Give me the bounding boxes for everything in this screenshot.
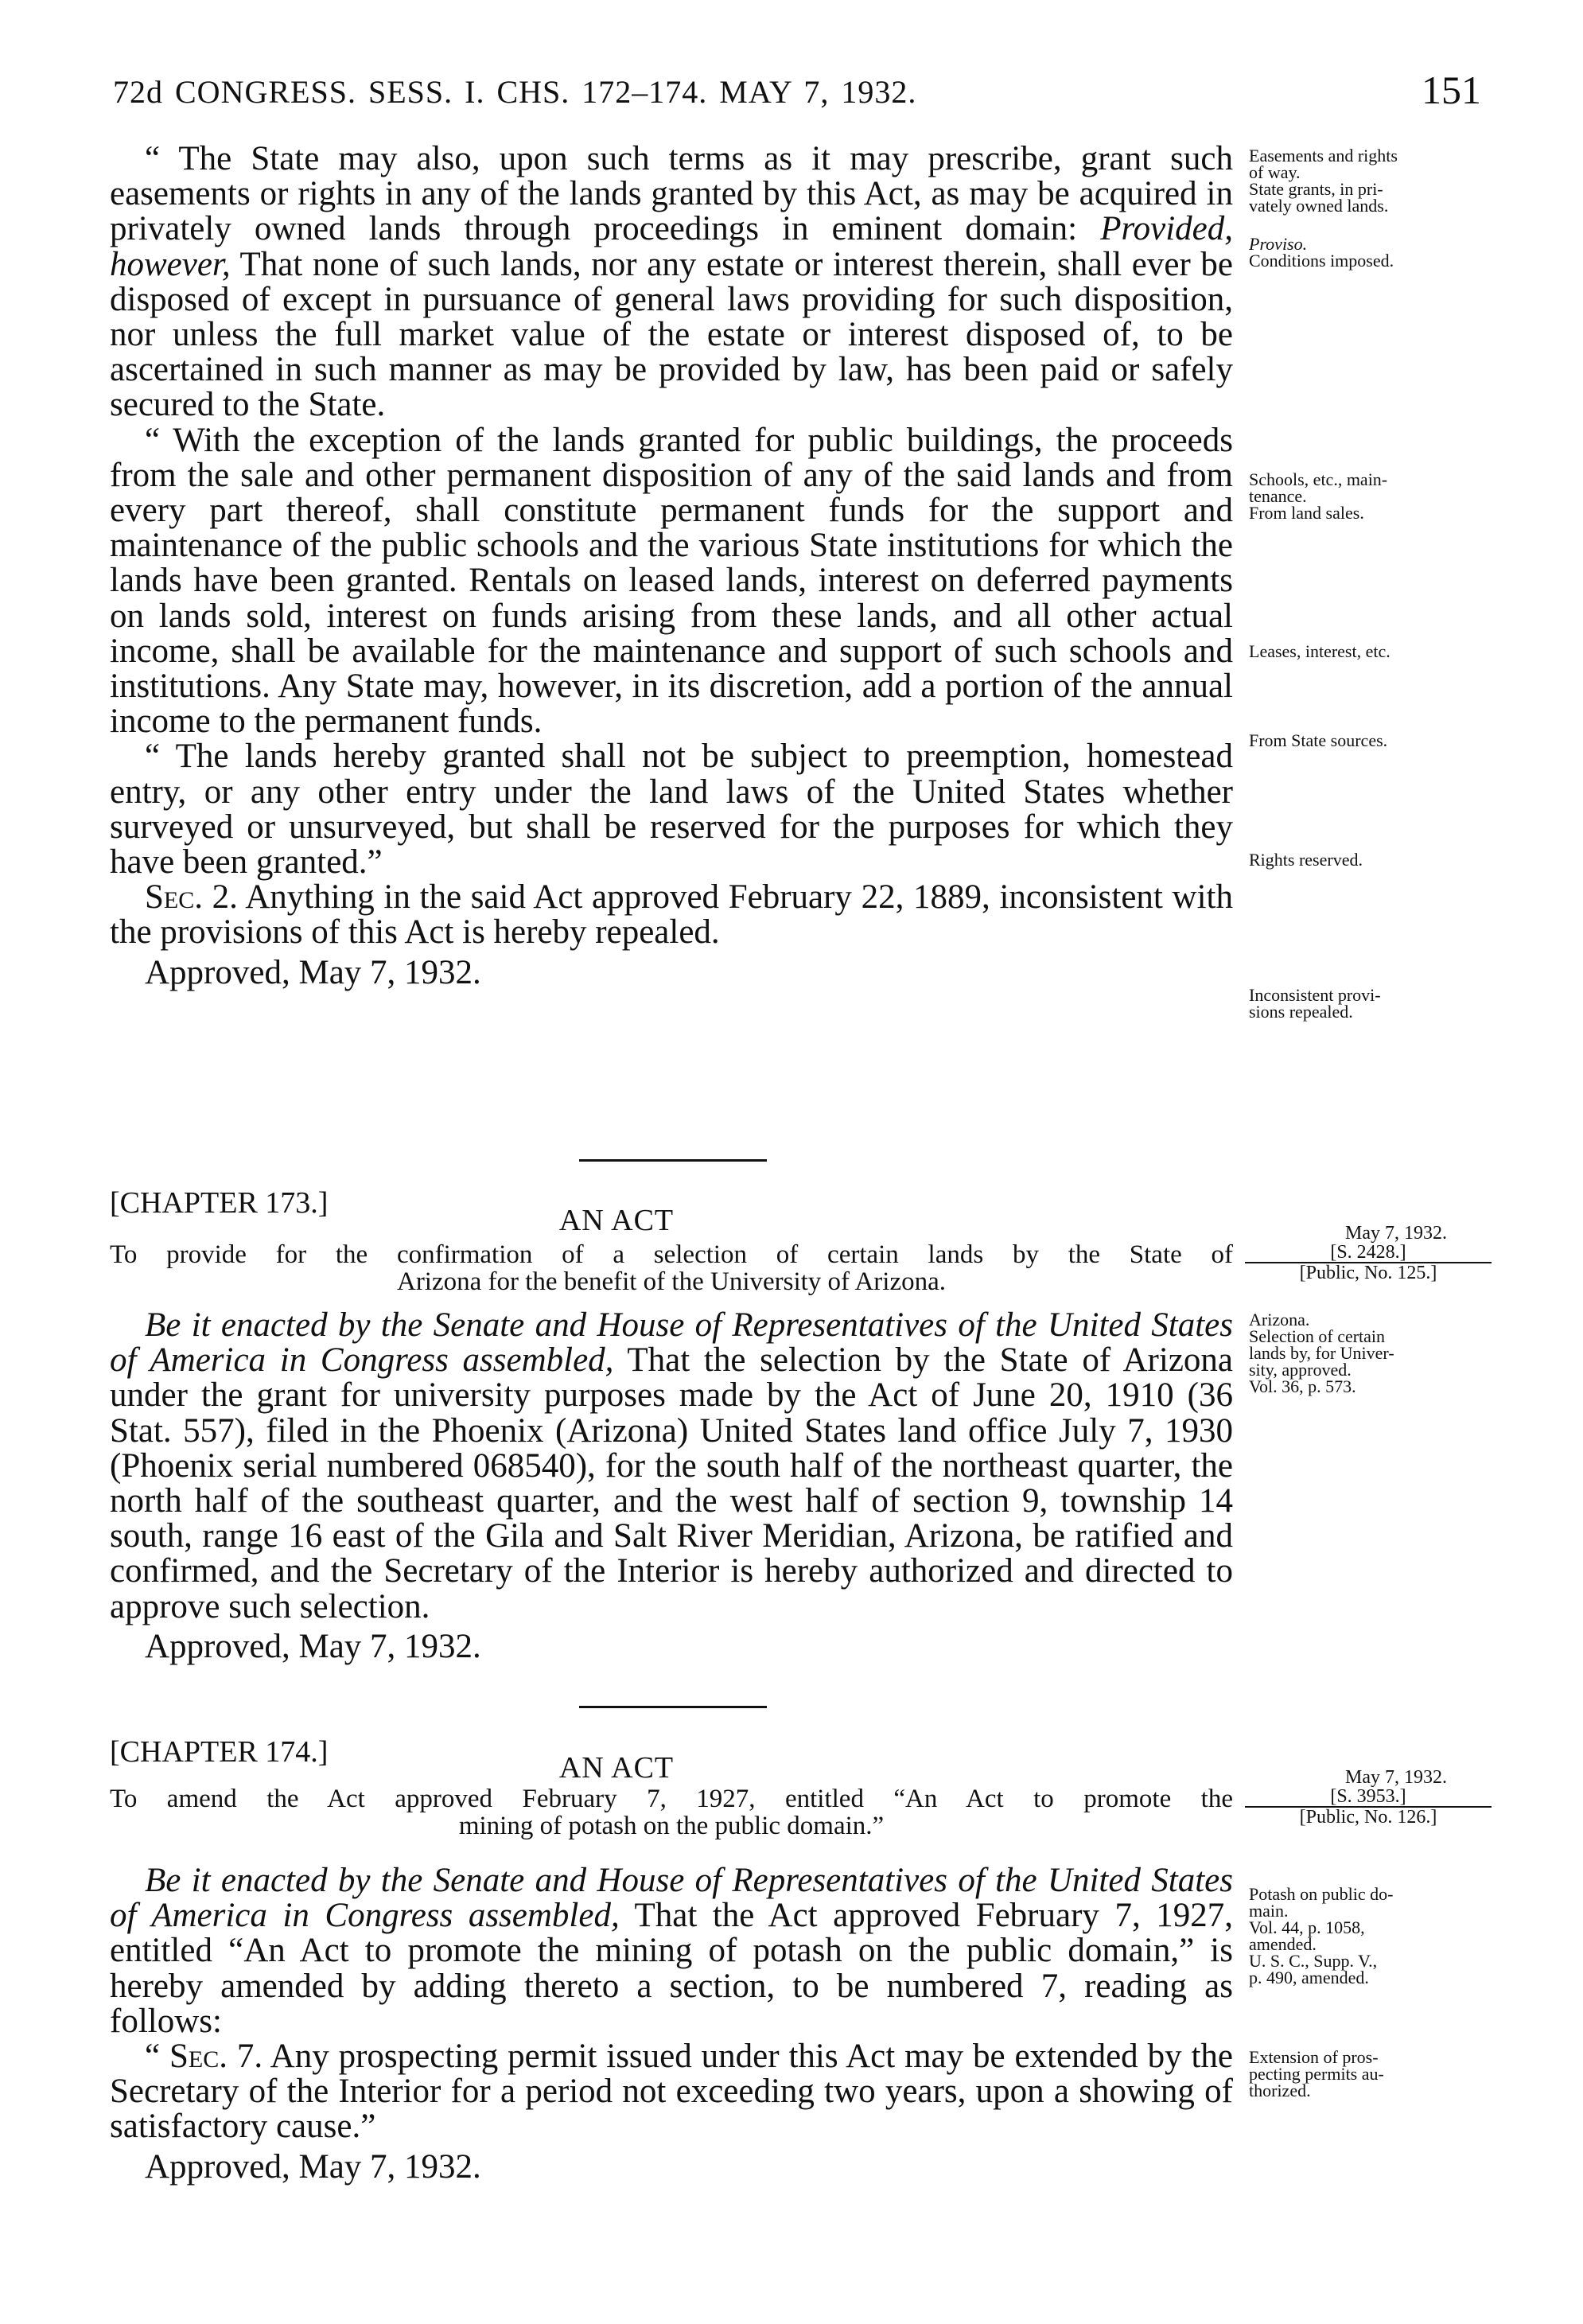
proceeds-paragraph: “ With the exception of the lands granted for public buildings, the proceeds from the sale and other permanent disposition of any of the said lands and from every part thereof, shall constitute permanent funds for the support and maintenance of the public schools and the various State institutions for which the lands have been granted. Rentals on leased lands, interest on deferred payments on lands sold, interest on funds arising from these lands, and all other actual income, shall be available for the maintenance and support of such schools and institutions. Any State may, however, in its discretion, add a portion of the annual income to the permanent funds. [110, 421, 1233, 741]
chapter-174-label: [CHAPTER 174.] [110, 1735, 329, 1769]
approval-date: May 7, 1932. [1345, 1767, 1447, 1788]
margin-note-inconsistent: Inconsistent provi- sions repealed. [1249, 985, 1381, 1022]
margin-note-extension: Extension of pros- pecting permits au- thorized. [1249, 2047, 1384, 2100]
chapter-173-text [110, 1308, 1233, 1664]
section-divider [579, 1159, 767, 1162]
margin-note-rights-reserved: Rights reserved. [1249, 850, 1363, 870]
arizona-enacting-paragraph: Be it enacted by the Senate and House of Representatives of the United States of America in Congress assembled, That the selection by the State of Arizona under the grant for university purposes made by the Act of June 20, 1910 (36 Stat. 557), filed in the Phoenix (Arizona) United States land office July 7, 1930 (Phoenix serial numbered 068540), for the south half of the northeast quarter, the north half of the southeast quarter, and the west half of section 9, township 14 south, range 16 east of the Gila and Salt River Meridian, Arizona, be ratified and confirmed, and the Secretary of the Interior is hereby authorized and directed to approve such selection. [110, 1306, 1233, 1625]
enacting-clause: Be it enacted by the Senate and House of Representatives of the United States of America in Congress assembled, [110, 1862, 1233, 1935]
public-law-number: [Public, No. 126.] [1245, 1806, 1492, 1827]
chapter-172-text [110, 142, 1233, 991]
margin-note-easements: Easements and rights of way. State grants, in pri- vately owned lands. [1249, 146, 1398, 216]
approval-date: May 7, 1932. [1345, 1223, 1447, 1244]
chapter-173-act-title: AN ACT [558, 1204, 675, 1237]
page-header [113, 68, 1481, 129]
section-divider [579, 1706, 767, 1708]
margin-note-schools: Schools, etc., main- tenance. From land sales. [1249, 469, 1388, 523]
margin-note-proviso: Proviso. Conditions imposed. [1249, 234, 1394, 271]
chapter-173-description: To provide for the confirmation of a selection of certain lands by the State of Arizona for the benefit of the University of Arizona. [110, 1240, 1233, 1296]
margin-note-potash: Potash on public do- main. Vol. 44, p. 1058, amended. U. S. C., Supp. V., p. 490, amended. [1249, 1884, 1394, 1987]
chapter-173-label: [CHAPTER 173.] [110, 1186, 329, 1220]
margin-note-arizona: Arizona. Selection of certain lands by, for Univer- sity, approved. Vol. 36, p. 573. [1249, 1310, 1394, 1396]
chapter-174-text [110, 1863, 1233, 2185]
approved-line: Approved, May 7, 1932. [145, 1627, 481, 1665]
running-head: 72d CONGRESS. SESS. I. CHS. 172–174. MAY 7, 1932. [113, 74, 917, 110]
margin-note-state-sources: From State sources. [1249, 730, 1388, 750]
section-7-paragraph: “ Sec. 7. Any prospecting permit issued under this Act may be extended by the Secretary of the Interior for a period not exceeding two years, upon a showing of satisfactory cause.” [110, 2038, 1233, 2146]
chapter-174-act-title: AN ACT [558, 1751, 675, 1785]
chapter-174-description: To amend the Act approved February 7, 1927, entitled “An Act to promote the mining of potash on the public domain.” [110, 1785, 1233, 1840]
section-label: Sec. 2. [145, 878, 238, 917]
chapter-174-meta [1245, 1768, 1492, 1827]
enacting-clause: Be it enacted by the Senate and House of Representatives of the United States of America in Congress assembled, [110, 1306, 1233, 1380]
approved-line: Approved, May 7, 1932. [145, 953, 481, 991]
proviso-phrase: Provided, however, [110, 210, 1233, 283]
potash-enacting-paragraph: Be it enacted by the Senate and House of Representatives of the United States of America in Congress assembled, That the Act approved February 7, 1927, entitled “An Act to promote the mining of potash on the public domain,” is hereby amended by adding thereto a section, to be numbered 7, reading as follows: [110, 1862, 1233, 2040]
margin-note-leases: Leases, interest, etc. [1249, 641, 1390, 661]
rights-reserved-paragraph: “ The lands hereby granted shall not be subject to preemption, homestead entry, or any other entry under the land laws of the United States whether surveyed or unsurveyed, but shall be reserved for the purposes for which they have been granted.” [110, 738, 1233, 882]
chapter-173-meta [1245, 1224, 1492, 1283]
section-label: “ Sec. 7. [145, 2038, 263, 2076]
approved-line: Approved, May 7, 1932. [145, 2147, 481, 2186]
page-number: 151 [1422, 68, 1481, 112]
easements-paragraph: “ The State may also, upon such terms as it may prescribe, grant such easements or rights in any of the lands granted by this Act, as may be acquired in privately owned lands through proceedings in eminent domain: Provided, however, That none of such lands, nor any estate or interest therein, shall ever be disposed of except in pursuance of general laws providing for such disposition, nor unless the full market value of the estate or interest disposed of, to be ascertained in such manner as may be provided by law, has been paid or safely secured to the State. [110, 140, 1233, 424]
senate-bill: [S. 3953.] [1330, 1786, 1406, 1807]
senate-bill: [S. 2428.] [1330, 1242, 1406, 1263]
section-2-paragraph: Sec. 2. Anything in the said Act approved February 22, 1889, inconsistent with the provisions of this Act is hereby repealed. [110, 878, 1233, 952]
public-law-number: [Public, No. 125.] [1245, 1262, 1492, 1283]
